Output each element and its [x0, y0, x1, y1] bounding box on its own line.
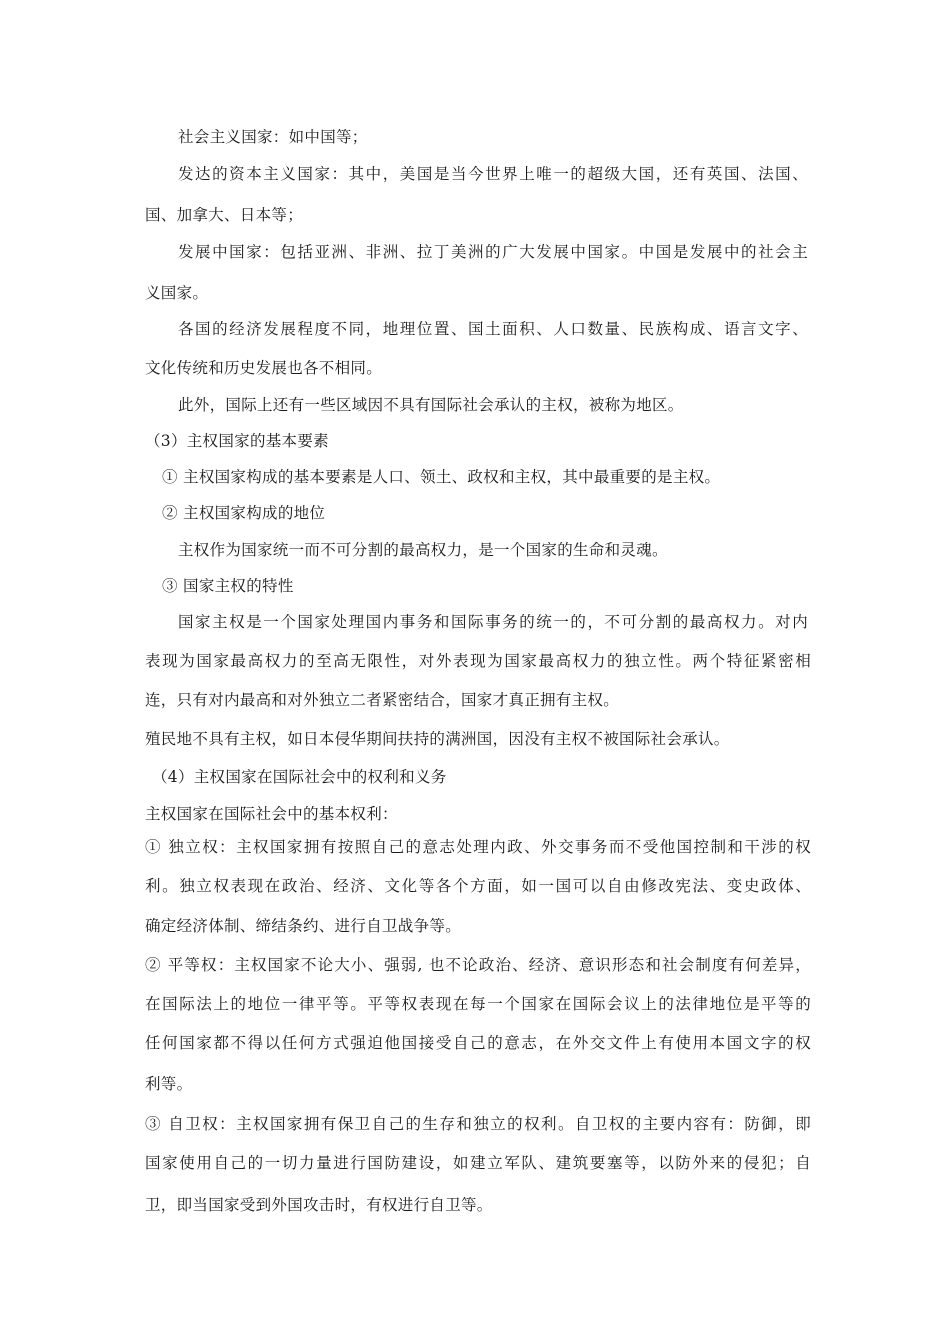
- text-line: 各国的经济发展程度不同，地理位置、国土面积、人口数量、民族构成、语言文字、: [178, 320, 808, 338]
- text-line: 利等。: [145, 1075, 193, 1093]
- text-line: 表现为国家最高权力的至高无限性，对外表现为国家最高权力的独立性。两个特征紧密相: [145, 652, 811, 670]
- text-line: 主权国家在国际社会中的基本权利：: [145, 805, 398, 823]
- subheading: ② 主权国家构成的地位: [162, 504, 326, 522]
- section-heading: （4）主权国家在国际社会中的权利和义务: [152, 768, 447, 786]
- text-line: 社会主义国家：如中国等；: [178, 128, 368, 146]
- text-line: ③ 自卫权：主权国家拥有保卫自己的生存和独立的权利。自卫权的主要内容有：防御，即: [145, 1115, 811, 1133]
- text-line: 国家主权是一个国家处理国内事务和国际事务的统一的，不可分割的最高权力。对内: [178, 613, 808, 631]
- text-line: 利。独立权表现在政治、经济、文化等各个方面，如一国可以自由修改宪法、变史政体、: [145, 877, 811, 895]
- text-line: 卫，即当国家受到外国攻击时，有权进行自卫等。: [145, 1196, 493, 1214]
- text-line: 确定经济体制、缔结条约、进行自卫战争等。: [145, 917, 462, 935]
- text-line: 发达的资本主义国家：其中，美国是当今世界上唯一的超级大国，还有英国、法国、: [178, 165, 808, 183]
- text-line: 殖民地不具有主权，如日本侵华期间扶持的满洲国，因没有主权不被国际社会承认。: [145, 730, 730, 748]
- text-line: 此外，国际上还有一些区域因不具有国际社会承认的主权，被称为地区。: [178, 396, 684, 414]
- text-line: 主权作为国家统一而不可分割的最高权力，是一个国家的生命和灵魂。: [178, 541, 668, 559]
- text-line: 国家使用自己的一切力量进行国防建设，如建立军队、建筑要塞等，以防外来的侵犯；自: [145, 1154, 811, 1172]
- text-line: 在国际法上的地位一律平等。平等权表现在每一个国家在国际会议上的法律地位是平等的: [145, 995, 811, 1013]
- text-line: ① 主权国家构成的基本要素是人口、领土、政权和主权，其中最重要的是主权。: [162, 468, 721, 486]
- subheading: ③ 国家主权的特性: [162, 577, 294, 595]
- text-line: 连，只有对内最高和对外独立二者紧密结合，国家才真正拥有主权。: [145, 691, 620, 709]
- text-line: 文化传统和历史发展也各不相同。: [145, 359, 383, 377]
- text-line: 义国家。: [145, 284, 209, 302]
- text-line: 任何国家都不得以任何方式强迫他国接受自己的意志，在外交文件上有使用本国文字的权: [145, 1034, 811, 1052]
- text-line: 国、加拿大、日本等；: [145, 206, 304, 224]
- text-line: ① 独立权：主权国家拥有按照自己的意志处理内政、外交事务而不受他国控制和干涉的权: [145, 838, 811, 856]
- text-line: 发展中国家：包括亚洲、非洲、拉丁美洲的广大发展中国家。中国是发展中的社会主: [178, 243, 808, 261]
- section-heading: （3）主权国家的基本要素: [145, 432, 329, 450]
- text-line: ② 平等权：主权国家不论大小、强弱, 也不论政治、经济、意识形态和社会制度有何差异，: [145, 956, 811, 974]
